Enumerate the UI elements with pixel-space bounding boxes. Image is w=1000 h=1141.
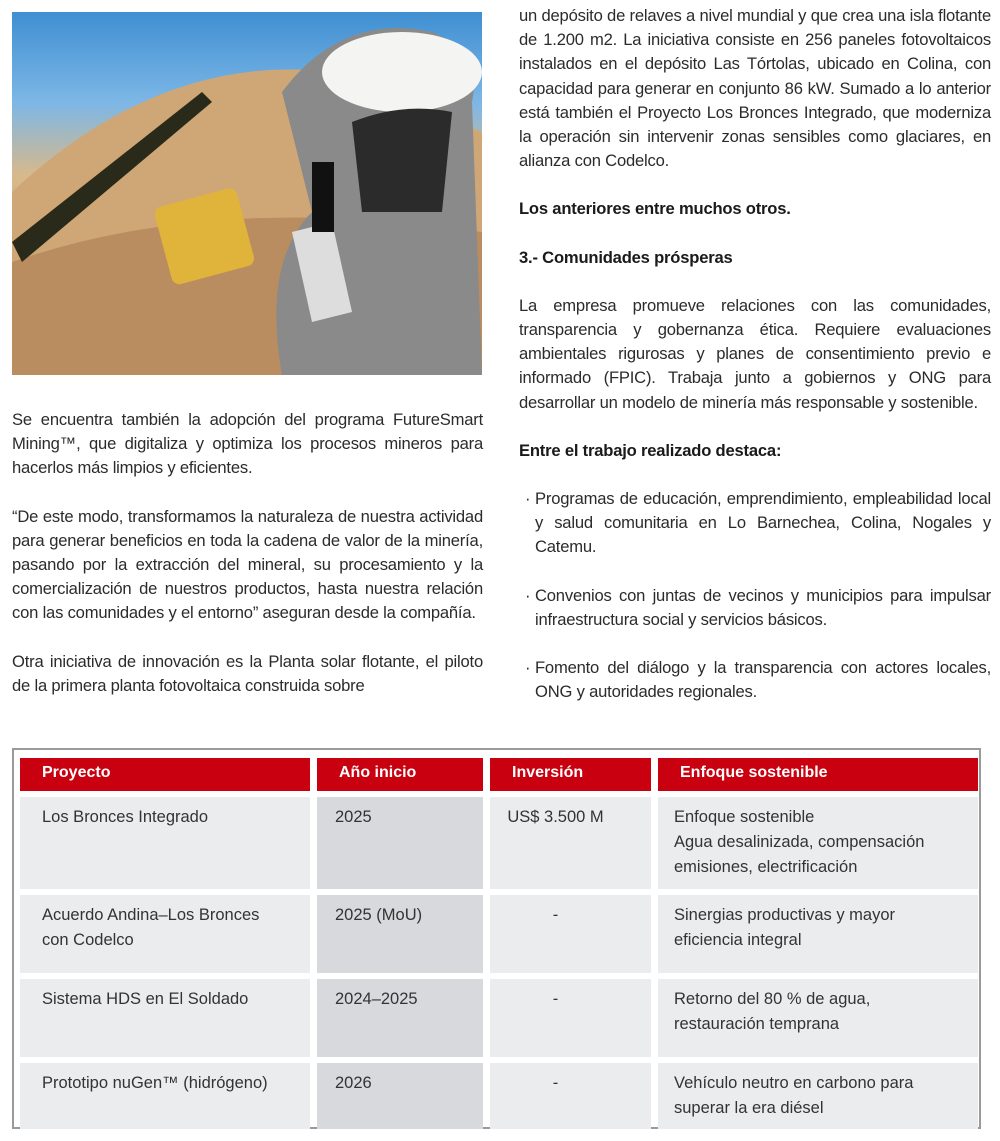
table-cell: Prototipo nuGen™ (hidrógeno) <box>20 1063 310 1129</box>
bold-statement: Los anteriores entre muchos otros. <box>519 199 791 219</box>
table-cell: Los Bronces Integrado <box>20 797 310 889</box>
right-column <box>519 4 991 728</box>
quote-paragraph: “De este modo, transformamos la naturaleza de nuestra actividad para generar beneficios en toda la cadena de valor de la minería, pasando por la extracción del mineral, su procesamiento y la comercialización de nuestros productos, hasta nuestra relación con las comunidades y el entorno” aseguran desde la compañía. <box>12 506 483 623</box>
paragraph: Se encuentra también la adopción del programa FutureSmart Mining™, que digitaliza y optimiza los procesos mineros para hacerlos más limpios y eficientes. <box>12 410 483 478</box>
table-cell: - <box>490 895 651 973</box>
table-cell: - <box>490 979 651 1057</box>
table-cell: 2025 (MoU) <box>317 895 483 973</box>
table-cell: 2025 <box>317 797 483 889</box>
list-item: · Convenios con juntas de vecinos y municipios para impulsar infraestructura social y servicios básicos. <box>519 584 991 632</box>
table-cell: 2024–2025 <box>317 979 483 1057</box>
list-item: · Programas de educación, emprendimiento, empleabilidad local y salud comunitaria en Lo Barnechea, Colina, Nogales y Catemu. <box>519 487 991 560</box>
table-header: Enfoque sostenible <box>658 758 978 791</box>
table-cell: Enfoque sostenible Agua desalinizada, compensación emisiones, electrificación <box>658 797 978 889</box>
table-cell: Retorno del 80 % de agua, restauración temprana <box>658 979 978 1057</box>
left-column <box>12 408 483 722</box>
list-intro: Entre el trabajo realizado destaca: <box>519 440 782 460</box>
table-cell: - <box>490 1063 651 1129</box>
table-header: Inversión <box>490 758 651 791</box>
table-cell: Acuerdo Andina–Los Bronces con Codelco <box>20 895 310 973</box>
projects-table <box>12 748 981 1129</box>
table-cell: US$ 3.500 M <box>490 797 651 889</box>
mining-worker-photo <box>12 12 482 375</box>
table-cell: Sinergias productivas y mayor eficiencia integral <box>658 895 978 973</box>
section-heading: 3.- Comunidades prósperas <box>519 247 733 267</box>
table-cell: Vehículo neutro en carbono para superar la era diésel <box>658 1063 978 1129</box>
paragraph: Otra iniciativa de innovación es la Planta solar flotante, el piloto de la primera planta fotovoltaica construida sobre <box>12 651 483 695</box>
bullet-list <box>519 487 991 704</box>
paragraph: La empresa promueve relaciones con las comunidades, transparencia y gobernanza ética. Requiere evaluaciones ambientales rigurosas y planes de consentimiento previo e informado (FPIC). Trabaja junto a gobiernos y ONG para desarrollar un modelo de minería más responsable y sostenible. <box>519 295 991 412</box>
list-item: · Fomento del diálogo y la transparencia con actores locales, ONG y autoridades regionales. <box>519 656 991 704</box>
table-cell: 2026 <box>317 1063 483 1129</box>
table-header: Proyecto <box>20 758 310 791</box>
table-header: Año inicio <box>317 758 483 791</box>
paragraph: un depósito de relaves a nivel mundial y que crea una isla flotante de 1.200 m2. La iniciativa consiste en 256 paneles fotovoltaicos instalados en el depósito Las Tórtolas, ubicado en Colina, con capacidad para generar en conjunto 86 kW. Sumado a lo anterior está también el Proyecto Los Bronces Integrado, que moderniza la operación sin intervenir zonas sensibles como glaciares, en alianza con Codelco. <box>519 6 991 171</box>
table-cell: Sistema HDS en El Soldado <box>20 979 310 1057</box>
